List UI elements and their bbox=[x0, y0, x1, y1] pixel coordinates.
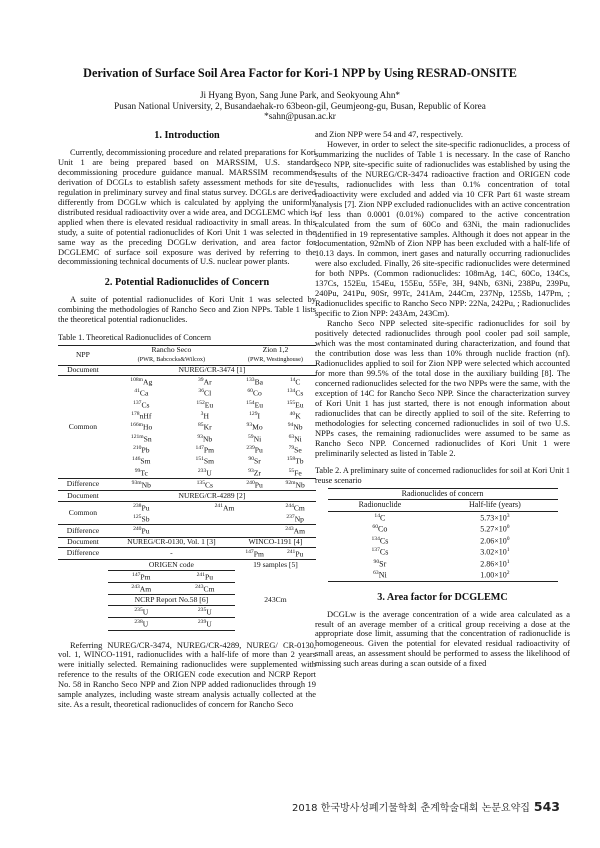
nuclide-cell: - bbox=[170, 548, 173, 558]
table2-col-radionuclide: Radionuclide bbox=[358, 500, 402, 510]
nuclide-cell: $^{90}$Sr bbox=[373, 558, 387, 569]
nuclide-cell: $^{60}$Co bbox=[247, 388, 262, 398]
nuclide-cell: $^{137}$Cs bbox=[371, 547, 389, 557]
email[interactable]: *sahn@pusan.ac.kr bbox=[264, 111, 336, 122]
nuclide-cell: $^{59}$Ni bbox=[248, 433, 262, 444]
halflife-cell: $5.73\times 10^3$ bbox=[480, 512, 510, 523]
table1-diff3-label: Difference bbox=[66, 548, 100, 558]
nuclide-cell: $^{93}$Nb bbox=[197, 433, 213, 444]
nuclide-cell: $^{237}$Np bbox=[286, 514, 304, 524]
halflife-cell: $1.00\times 10^2$ bbox=[480, 570, 510, 580]
affiliation: Pusan National University, 2, Busandaehak-ro 63beon-gil, Geumjeong-gu, Busan, Republic of Korea bbox=[114, 100, 486, 111]
table1-difference2-row bbox=[58, 525, 316, 537]
right-paragraph-2: Rancho Seco NPP selected site-specific radionuclides for soil by positively detected radionuclides through pool cooler pad soil sample, which was the most contaminated during characterization, and found that the contribution dose was less than 10% through nuclide fraction (nf). Radionuclides applied to soil for Zion NPP were selected which accounted for more than 99.5% of the total dose in the auxiliary building [8]. The concerned radionuclides selected for the two NPPs were the same, with the exception of 14C for Rancho Seco NPP. Since the characterization survey of Kori Unit 1 has just started, there is not enough information about radionuclides that can be directly applied to soil of the site. Referring to methodologies for selecting concerned radionuclides in soil of two U.S. NPPs cases, the remaining radionuclides were assumed to be same as Rancho Seco NPP. Concerned radionuclides of Kori Unit 1 were preliminarily selected as listed in Table 2. bbox=[315, 318, 570, 458]
nuclide-cell: $^{36}$Cl bbox=[198, 388, 212, 398]
table1-common-row bbox=[58, 376, 316, 388]
nuclide-cell: $^{146}$Sm bbox=[132, 456, 151, 466]
nuclide-cell: $^{60}$Co bbox=[372, 524, 388, 534]
radionuclides-paragraph: A suite of potential radionuclides of Kori Unit 1 was selected by combining the methodologies of Rancho Seco and Zion NPPs. Table 1 lists the theoretical potential radionuclides. bbox=[58, 294, 316, 325]
authors: Ji Hyang Byon, Sang June Park, and Seokyoung Ahn* bbox=[199, 90, 401, 100]
table1-ncrp-rows bbox=[58, 605, 316, 630]
nuclide-cell: $^{14}$C bbox=[289, 377, 301, 387]
table1-common-label: Common bbox=[68, 421, 98, 431]
nuclide-cell: $^{178}$nHf bbox=[131, 411, 152, 421]
nuclide-cell: $^{158}$Tb bbox=[286, 456, 304, 466]
table1-header-zion-sub: (PWR, Westinghouse) bbox=[247, 355, 303, 363]
nuclide-cell: $^{41}$Ca bbox=[134, 388, 149, 398]
nuclide-cell: $^{93m}$Nb bbox=[131, 480, 151, 490]
nuclide-cell: $^{137}$Cs bbox=[133, 399, 150, 410]
table2-row bbox=[328, 523, 558, 534]
table2-header: Radionuclides of concern bbox=[401, 488, 484, 498]
nuclide-cell: $^{147}$Pm bbox=[245, 549, 264, 559]
table2-col-halflife: Half-life (years) bbox=[469, 500, 521, 510]
nuclide-cell: $^{155}$Eu bbox=[286, 399, 304, 410]
nuclide-cell: $^{63}$Ni bbox=[373, 570, 387, 580]
nuclide-cell: $^{239}$Pu bbox=[246, 445, 263, 455]
area-factor-paragraph: DCGLw is the average concentration of a wide area calculated as a result of an average member of a critical group receiving a dose at the appropriate dose limit, assuming that the concentration of radionuclide is homogeneous. Given the potential for elevated residual radioactivity of small areas, an assessment should be performed to assess the likelihood of missing such areas during a scan outside of a fixed bbox=[315, 608, 570, 669]
nuclide-cell: $^{55}$Fe bbox=[288, 467, 302, 478]
nuclide-cell: $^{40}$K bbox=[289, 411, 301, 421]
table2 bbox=[328, 488, 558, 582]
table1-doc-value: NUREG/CR-3474 [1] bbox=[178, 364, 246, 374]
nuclide-cell: $^{99}$Tc bbox=[134, 467, 148, 478]
table1 bbox=[58, 345, 316, 631]
nuclide-cell: $^{93}$Mo bbox=[246, 422, 263, 432]
table1-doc-label: Document bbox=[67, 364, 99, 374]
nuclide-cell: $^{90}$Sr bbox=[248, 456, 261, 466]
introduction-paragraph: Currently, decommissioning procedure and related preparations for Kori Unit 1 are being prepared based on MARSSIM, U.S. standard decommissioning procedure guidance manual. MARSSIM recommends derivation of DCGLs to establish safety assessment methods for site de-regulation in preliminary survey and final status survey. DCGLs are derived differently from DCGLw which is calculated by applying the uniformly distributed residual radioactivity over a wide area, and DCGLEMC which is applied when there is elevated residual radioactivity in small areas. In this study, a suite of potential radionuclides of Kori Unit 1 was selected in the same way as the preceding DCGLw derivation, and area factor for DCGLEMC of surface soil exposure was derived by referring to the decommissioning technical documents of U.S. nuclear power plants. bbox=[58, 147, 316, 267]
halflife-cell: $5.27\times 10^0$ bbox=[480, 524, 510, 534]
left-column bbox=[58, 130, 316, 710]
nuclide-cell: $^{241}$Pu bbox=[175, 570, 235, 582]
table2-caption: Table 2. A preliminary suite of concerned radionuclides for soil at Kori Unit 1 reuse scenario bbox=[315, 466, 570, 486]
nuclide-cell: $^{239}$U bbox=[175, 618, 235, 630]
table1-doc3-label: Document bbox=[67, 537, 99, 547]
nuclide-cell: $^{151}$Sm bbox=[195, 456, 215, 466]
nuclide-cell: $^{240}$Pu bbox=[246, 480, 263, 490]
nuclide-cell: $^{108m}$Ag bbox=[130, 377, 153, 387]
footer-text: 2018 한국방사성폐기물학회 춘계학술대회 논문요약집 bbox=[292, 803, 530, 814]
nuclide-cell: $^{129}$I bbox=[249, 411, 261, 421]
table2-row bbox=[328, 546, 558, 557]
nuclide-cell: $^{243}$Am bbox=[108, 583, 175, 595]
nuclide-cell bbox=[175, 525, 275, 537]
halflife-cell: $3.02\times 10^1$ bbox=[480, 547, 510, 557]
page-number: 543 bbox=[533, 799, 560, 814]
table1-ncrp-zion: 243Cm bbox=[264, 594, 287, 604]
table2-rows bbox=[328, 511, 558, 581]
nuclide-cell: $^3$H bbox=[200, 411, 209, 421]
nuclide-cell: $^{235}$U bbox=[175, 605, 235, 617]
nuclide-cell: $^{14}$C bbox=[374, 512, 386, 523]
halflife-cell: $2.86\times 10^1$ bbox=[480, 558, 510, 569]
section-heading-radionuclides: 2. Potential Radionuclides of Concern bbox=[104, 277, 270, 289]
nuclide-cell: $^{240}$Pu bbox=[133, 526, 150, 536]
table1-header-zion: Zion 1,2 bbox=[262, 345, 289, 355]
right-column bbox=[315, 130, 570, 669]
table1-origen-zion: 19 samples [5] bbox=[253, 559, 298, 569]
table1-header-rancho: Rancho Seco bbox=[151, 345, 192, 355]
nuclide-cell: $^{154}$Eu bbox=[246, 399, 263, 410]
table1-diff-label: Difference bbox=[66, 479, 100, 489]
table1-difference3-row bbox=[58, 548, 316, 560]
table1-common2-rows bbox=[58, 501, 316, 525]
nuclide-cell: $^{93}$Zr bbox=[248, 467, 261, 478]
nuclide-cell: $^{134}$Cs bbox=[286, 388, 304, 398]
nuclide-cell bbox=[175, 513, 275, 525]
table2-row bbox=[328, 569, 558, 581]
nuclide-cell: $^{241}$Pu bbox=[286, 549, 304, 559]
nuclide-cell: $^{134}$Cs bbox=[371, 535, 389, 546]
halflife-cell: $2.06\times 10^0$ bbox=[480, 535, 510, 546]
paper-title: Derivation of Surface Soil Area Factor for Kori-1 NPP by Using RESRAD-ONSITE bbox=[83, 66, 517, 80]
table2-row bbox=[328, 511, 558, 523]
nuclide-cell: $^{135}$Cs bbox=[196, 480, 214, 490]
table1-difference-row bbox=[58, 479, 316, 491]
section-heading-introduction: 1. Introduction bbox=[154, 130, 220, 141]
nuclide-cell: $^{147}$Pm bbox=[195, 445, 215, 455]
table1-doc2-value: NUREG/CR-4289 [2] bbox=[178, 490, 246, 500]
nuclide-cell: $^{85}$Kr bbox=[198, 422, 212, 432]
nuclide-cell: $^{121m}$Sn bbox=[130, 433, 152, 444]
section-heading-area-factor: 3. Area factor for DCGLEMC bbox=[377, 591, 508, 603]
table1-caption: Table 1. Theoretical Radionuclides of Concern bbox=[58, 333, 211, 343]
nuclide-cell: $^{133}$Ba bbox=[246, 377, 263, 387]
nuclide-cell: $^{152}$Eu bbox=[196, 399, 214, 410]
table1-common2-label: Common bbox=[68, 507, 98, 517]
nuclide-cell: $^{241}$Am bbox=[214, 502, 235, 513]
nuclide-cell: $^{233}$U bbox=[197, 467, 212, 478]
table1-doc2-label: Document bbox=[67, 490, 99, 500]
table1-doc3-a: NUREG/CR-0130, Vol. 1 [3] bbox=[127, 537, 216, 547]
nuclide-cell: $^{39}$Ar bbox=[198, 377, 212, 387]
page-footer bbox=[292, 799, 560, 814]
nuclide-cell: $^{243}$Cm bbox=[175, 583, 235, 595]
nuclide-cell: $^{210}$Pb bbox=[133, 445, 150, 455]
table1-common2-row bbox=[58, 501, 316, 513]
table1-origen-rows bbox=[58, 570, 316, 595]
table1-ncrp-label: NCRP Report No.58 [6] bbox=[108, 595, 235, 605]
table2-row bbox=[328, 558, 558, 569]
right-paragraph-0: and Zion NPP were 54 and 47, respectively. bbox=[315, 129, 463, 139]
nuclide-cell: $^{63}$Ni bbox=[288, 433, 302, 444]
left-bottom-paragraph: Referring NUREG/CR-3474, NUREG/CR-4289, NUREG/ CR-0130, vol. 1, WINCO-1191, radionuclides with a half-life of more than 2 years were initially selected. Remaining radionuclides were supplemented with reference to the results of the ORIGEN code execution and NCRP Report No. 58 in Rancho Seco NPP and Zion NPP added radionuclides through 19 sample analyzes, including waste stream analysis actually collected at the site. As a result, theoretical radionuclides of concern for Rancho Seco bbox=[58, 639, 316, 710]
table2-row bbox=[328, 535, 558, 546]
table1-common-rows bbox=[58, 376, 316, 479]
table1-header-rancho-sub: (PWR, Babcocks&Wilcox) bbox=[137, 355, 206, 363]
nuclide-cell: $^{238}$U bbox=[108, 618, 175, 630]
table1-origen-label: ORIGEN code bbox=[108, 560, 235, 570]
table1-doc3-b: WINCO-1191 [4] bbox=[248, 537, 303, 547]
nuclide-cell: $^{166m}$Ho bbox=[130, 422, 153, 432]
nuclide-cell: $^{244}$Cm bbox=[285, 502, 305, 513]
nuclide-cell: $^{79}$Se bbox=[288, 445, 302, 455]
nuclide-cell: $^{125}$Sb bbox=[133, 514, 150, 524]
nuclide-cell: $^{94}$Nb bbox=[287, 422, 303, 432]
paper-header bbox=[40, 66, 560, 122]
right-paragraph-1: However, in order to select the site-specific radionuclides, a process of summarizing the nuclides of Table 1 is necessary. In the case of Rancho Seco NPP, site-specific suite of radionuclides was established by using the results of the NUREG/CR-3474 radioactive fraction and ORIGEN code results, radionuclides with less than 0.1% concentration of total radioactivity were excluded and added via 10 CFR Part 61 waste stream analysis [7]. Zion NPP excluded radionuclides with an active concentration of less than 0.0001 (0.01%) compared to the active concentration calculated from the sum of 60Co and 63Ni, the main radionuclides identified in 19 representative samples. Although it does not appear in the documentation, 92mNb of Zion NPP has been excluded with a half-life of 10.13 days. In common, inert gases and naturally occurring radionuclides were also excluded. Finally, 26 site-specific radionuclides were determined for both NPPs. (Common radionuclides: 108mAg, 14C, 60Co, 134Cs, 137Cs, 152Eu, 154Eu, 155Eu, 55Fe, 3H, 94Nb, 63Ni, 238Pu, 239Pu, 240Pu, 241Pu, 90Sr, 99Tc, 241Am, 244Cm, 237Np, 125Sb, 147Pm, ; Radionuclides specific to Rancho Seco NPP: 22Na, 242Pu, ; Radionuclides specific to Zion NPP: 243Am, 243Cm). bbox=[315, 138, 570, 319]
nuclide-cell: $^{243}$Am bbox=[285, 526, 306, 536]
nuclide-cell: $^{147}$Pm bbox=[108, 570, 175, 582]
nuclide-cell: $^{235}$U bbox=[108, 605, 175, 617]
nuclide-cell: $^{92m}$Nb bbox=[285, 480, 305, 490]
table1-diff2-label: Difference bbox=[66, 525, 100, 535]
table1-header-npp: NPP bbox=[75, 349, 90, 359]
nuclide-cell: $^{238}$Pu bbox=[133, 502, 150, 513]
